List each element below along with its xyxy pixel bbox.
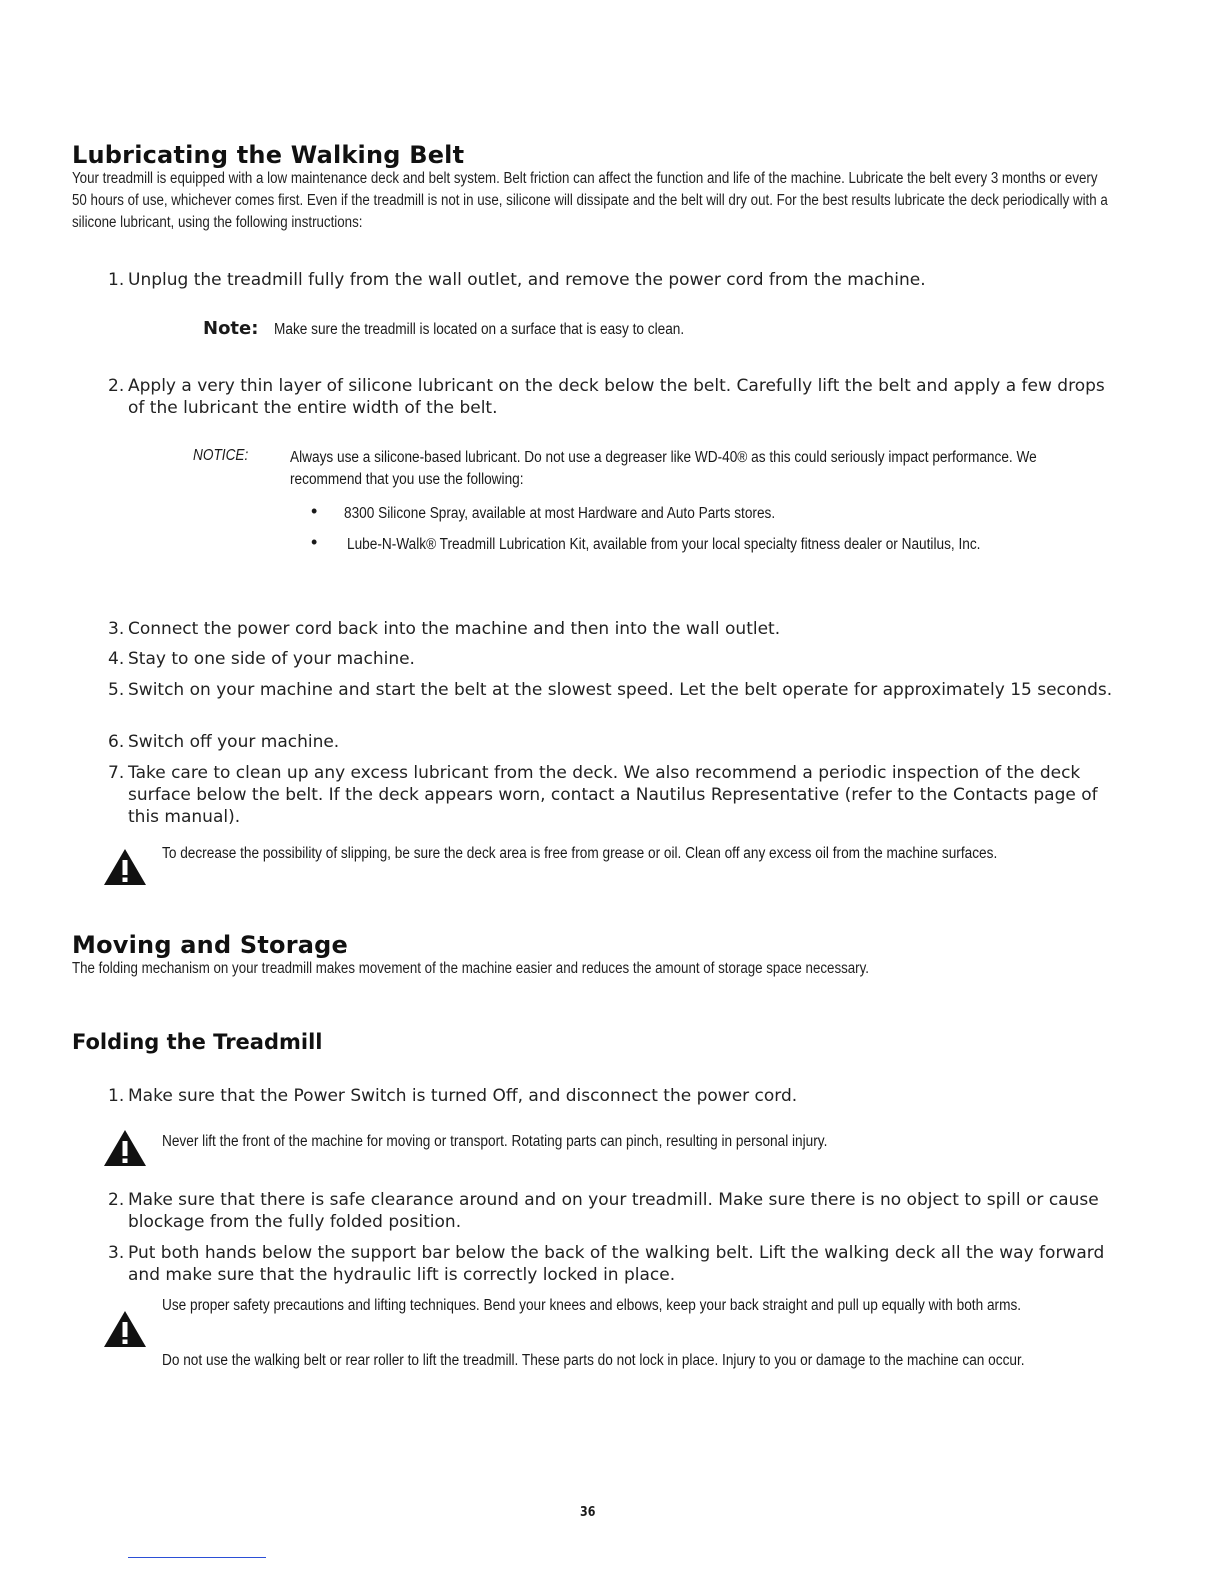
lubricating-step-4 bbox=[108, 648, 1118, 670]
folding-step-3 bbox=[108, 1242, 1118, 1286]
step-text: Switch on your machine and start the belt at the slowest speed. Let the belt operate for approximately 15 seconds. bbox=[128, 680, 1113, 700]
step-number: 2. bbox=[108, 376, 125, 396]
lubricating-step-2 bbox=[108, 375, 1118, 419]
bullet-text: 8300 Silicone Spray, available at most Hardware and Auto Parts stores. bbox=[344, 505, 776, 522]
note bbox=[203, 318, 1103, 339]
section-title-moving: Moving and Storage bbox=[72, 931, 349, 959]
warning-text: Use proper safety precautions and lifting techniques. Bend your knees and elbows, keep your back straight and pull up equally with both arms. bbox=[162, 1297, 1022, 1314]
footer-rule bbox=[128, 1557, 266, 1558]
warning-text: To decrease the possibility of slipping, be sure the deck area is free from grease or oil. Clean off any excess oil from the machine surfaces. bbox=[162, 845, 998, 862]
step-number: 7. bbox=[108, 763, 125, 783]
lubricating-step-6 bbox=[108, 731, 1118, 753]
lubricating-step-1 bbox=[108, 269, 1118, 291]
step-number: 3. bbox=[108, 1243, 125, 1263]
folding-step-2 bbox=[108, 1189, 1118, 1233]
step-text: Connect the power cord back into the machine and then into the wall outlet. bbox=[128, 619, 781, 639]
step-number: 6. bbox=[108, 732, 125, 752]
step-text: Make sure that the Power Switch is turned Off, and disconnect the power cord. bbox=[128, 1086, 798, 1106]
step-text: Switch off your machine. bbox=[128, 732, 340, 752]
step-text: Take care to clean up any excess lubricant from the deck. We also recommend a periodic inspection of the deck surface below the belt. If the deck appears worn, contact a Nautilus Representative (refer to the Contacts page of this manual). bbox=[128, 763, 1098, 827]
moving-intro: The folding mechanism on your treadmill makes movement of the machine easier and reduces the amount of storage space necessary. bbox=[72, 960, 870, 977]
step-text: Unplug the treadmill fully from the wall outlet, and remove the power cord from the machine. bbox=[128, 270, 926, 290]
warning-icon bbox=[102, 1309, 148, 1349]
warning-icon bbox=[102, 1128, 148, 1168]
bullet-icon: • bbox=[311, 532, 318, 552]
bullet-icon: • bbox=[311, 501, 318, 521]
lubricating-intro: Your treadmill is equipped with a low maintenance deck and belt system. Belt friction can affect the function and life of the machine. Lubricate the belt every 3 months or every 50 hours of use, whichever comes first. Even if the treadmill is not in use, silicone will dissipate and the belt will dry out. For the best results lubricate the deck periodically with a silicone lubricant, using the following instructions: bbox=[72, 170, 1108, 231]
bullet-item bbox=[311, 497, 1171, 530]
step-number: 1. bbox=[108, 1086, 125, 1106]
section-title-folding: Folding the Treadmill bbox=[72, 1030, 323, 1054]
section-title-lubricating: Lubricating the Walking Belt bbox=[72, 141, 465, 169]
notice-label: NOTICE: bbox=[193, 447, 249, 464]
note-text: Make sure the treadmill is located on a surface that is easy to clean. bbox=[274, 321, 685, 338]
warning-text-2: Do not use the walking belt or rear roller to lift the treadmill. These parts do not lock in place. Injury to you or damage to the machine can occur. bbox=[162, 1352, 1025, 1369]
lubricating-step-5 bbox=[108, 679, 1118, 701]
note-label: Note: bbox=[203, 318, 259, 339]
step-text: Make sure that there is safe clearance around and on your treadmill. Make sure there is no object to spill or cause blockage from the fully folded position. bbox=[128, 1190, 1099, 1232]
notice-text: Always use a silicone-based lubricant. Do not use a degreaser like WD-40® as this could seriously impact performance. We recommend that you use the following: bbox=[290, 449, 1037, 488]
step-text: Stay to one side of your machine. bbox=[128, 649, 415, 669]
step-number: 4. bbox=[108, 649, 125, 669]
step-text: Apply a very thin layer of silicone lubricant on the deck below the belt. Carefully lift the belt and apply a few drops of the lubricant the entire width of the belt. bbox=[128, 376, 1105, 418]
step-number: 2. bbox=[108, 1190, 125, 1210]
step-text: Put both hands below the support bar below the back of the walking belt. Lift the walking deck all the way forward and make sure that the hydraulic lift is correctly locked in place. bbox=[128, 1243, 1105, 1285]
bullet-text: Lube-N-Walk® Treadmill Lubrication Kit, available from your local specialty fitness dealer or Nautilus, Inc. bbox=[347, 536, 981, 553]
step-number: 5. bbox=[108, 680, 125, 700]
warning-text: Never lift the front of the machine for moving or transport. Rotating parts can pinch, resulting in personal injury. bbox=[162, 1133, 828, 1150]
warning-icon bbox=[102, 847, 148, 887]
step-number: 1. bbox=[108, 270, 125, 290]
page-number: 36 bbox=[580, 1505, 596, 1520]
lubricating-step-7 bbox=[108, 762, 1118, 828]
bullet-item bbox=[311, 528, 1171, 561]
lubricating-step-3 bbox=[108, 618, 1118, 640]
step-number: 3. bbox=[108, 619, 125, 639]
folding-step-1 bbox=[108, 1085, 1118, 1107]
